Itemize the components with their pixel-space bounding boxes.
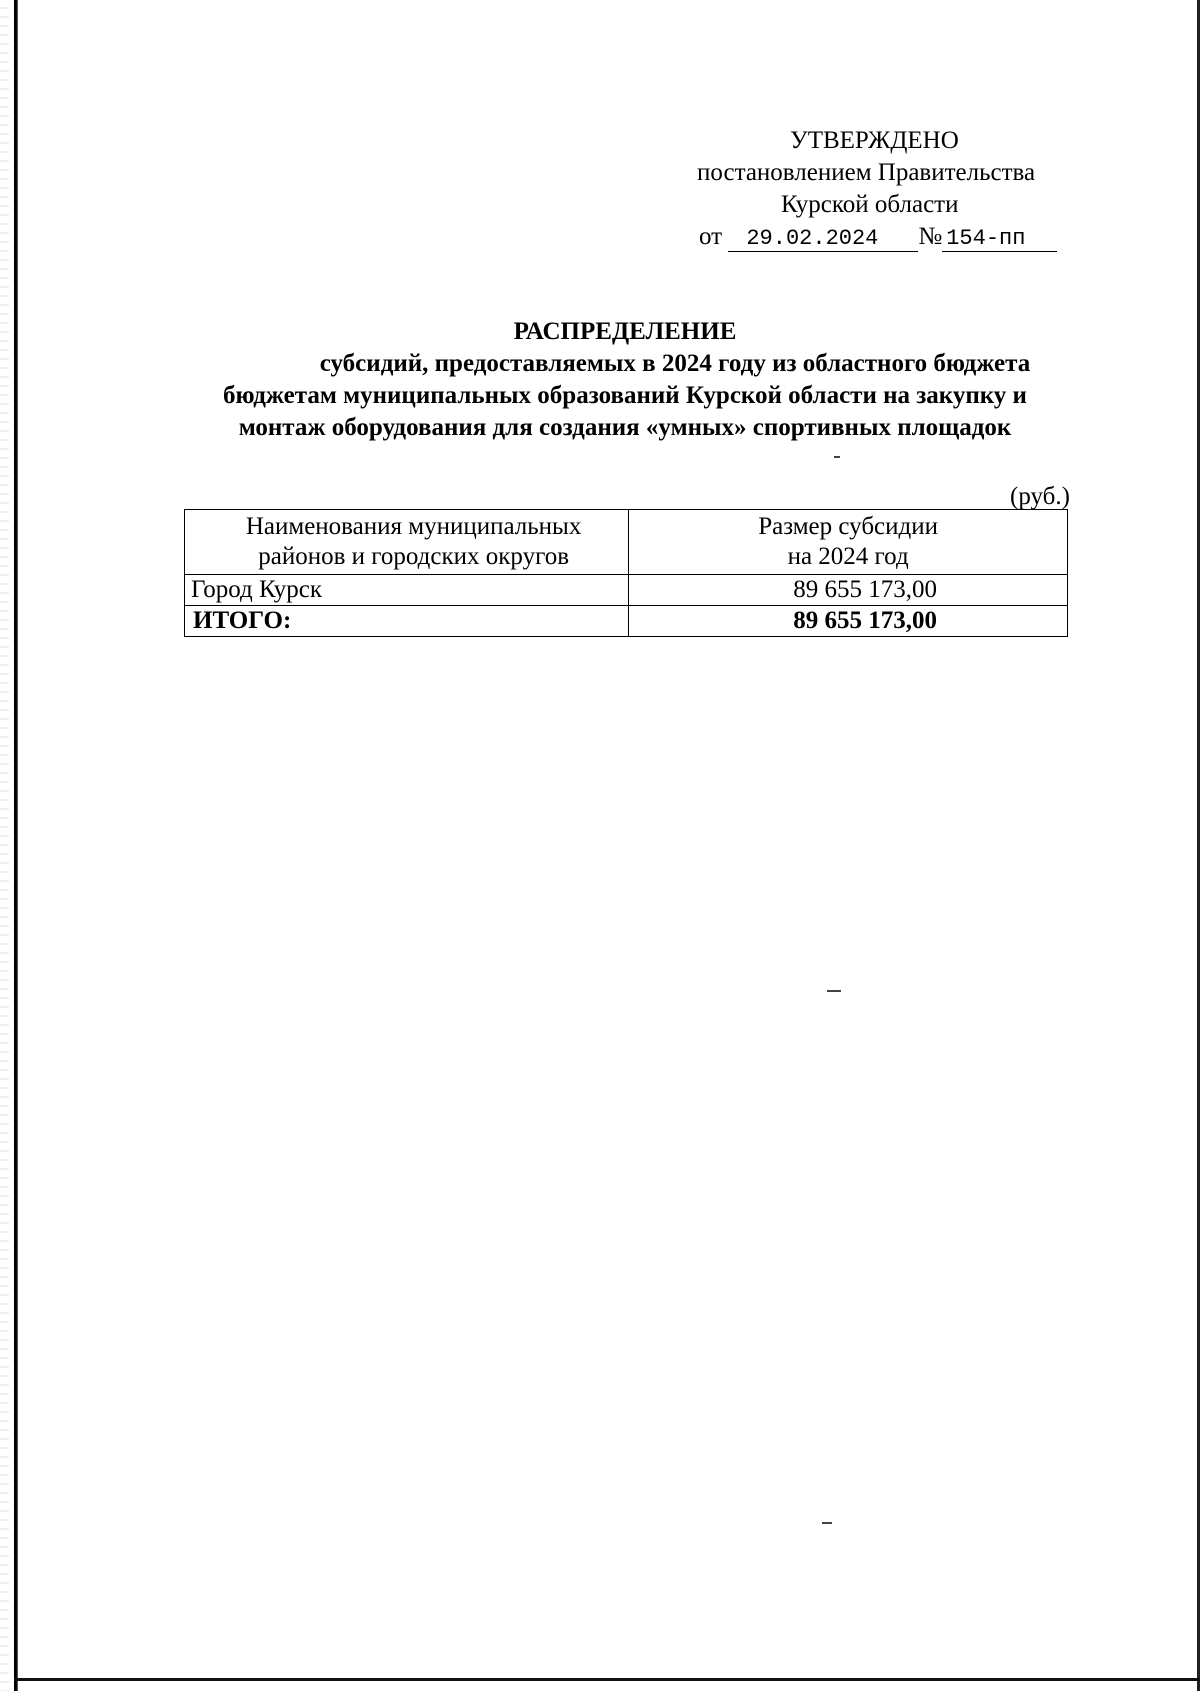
scan-speck [827, 990, 841, 992]
approval-status: УТВЕРЖДЕНО [790, 127, 959, 154]
approval-region-line: Курской области [781, 191, 959, 218]
header-amount-line-2: на 2024 год [787, 543, 909, 570]
table-row [185, 575, 1068, 606]
approval-by-line: постановлением Правительства [697, 159, 1036, 186]
approval-date-line [690, 221, 1110, 253]
scan-left-noise [0, 0, 9, 1691]
date-prefix: от [699, 223, 723, 250]
header-municipality-line-1: Наименования муниципальных [245, 513, 582, 540]
unit-label: (руб.) [1010, 483, 1070, 510]
document-subtitle-line-3: монтаж оборудования для создания «умных» спортивных площадок [238, 414, 1012, 441]
header-municipality [185, 510, 629, 575]
header-amount-line-1: Размер субсидии [758, 513, 939, 540]
total-label: ИТОГО: [185, 606, 629, 637]
table-header-row [185, 510, 1068, 575]
document-heading: РАСПРЕДЕЛЕНИЕ [513, 318, 737, 345]
header-municipality-line-2: районов и городских округов [258, 543, 570, 570]
scan-left-edge [14, 0, 18, 1691]
document-subtitle-line-2: бюджетам муниципальных образований Курской области на закупку и [223, 382, 1027, 409]
decree-date: 29.02.2024 [728, 227, 918, 252]
scan-speck [834, 456, 840, 458]
table-total-row [185, 606, 1068, 637]
total-amount: 89 655 173,00 [629, 606, 1068, 637]
header-subsidy-amount [629, 510, 1068, 575]
document-subtitle-line-1: субсидий, предоставляемых в 2024 году из областного бюджета [319, 350, 1031, 377]
decree-number: 154-пп [942, 227, 1057, 252]
scan-speck [822, 1522, 832, 1524]
subsidy-table [184, 509, 1068, 637]
municipality-name: Город Курск [185, 575, 629, 606]
scan-bottom-edge [14, 1678, 1200, 1681]
document-title [150, 316, 1100, 444]
subsidy-amount: 89 655 173,00 [629, 575, 1068, 606]
approval-stamp-block [690, 125, 1110, 253]
number-prefix: № [918, 223, 943, 250]
